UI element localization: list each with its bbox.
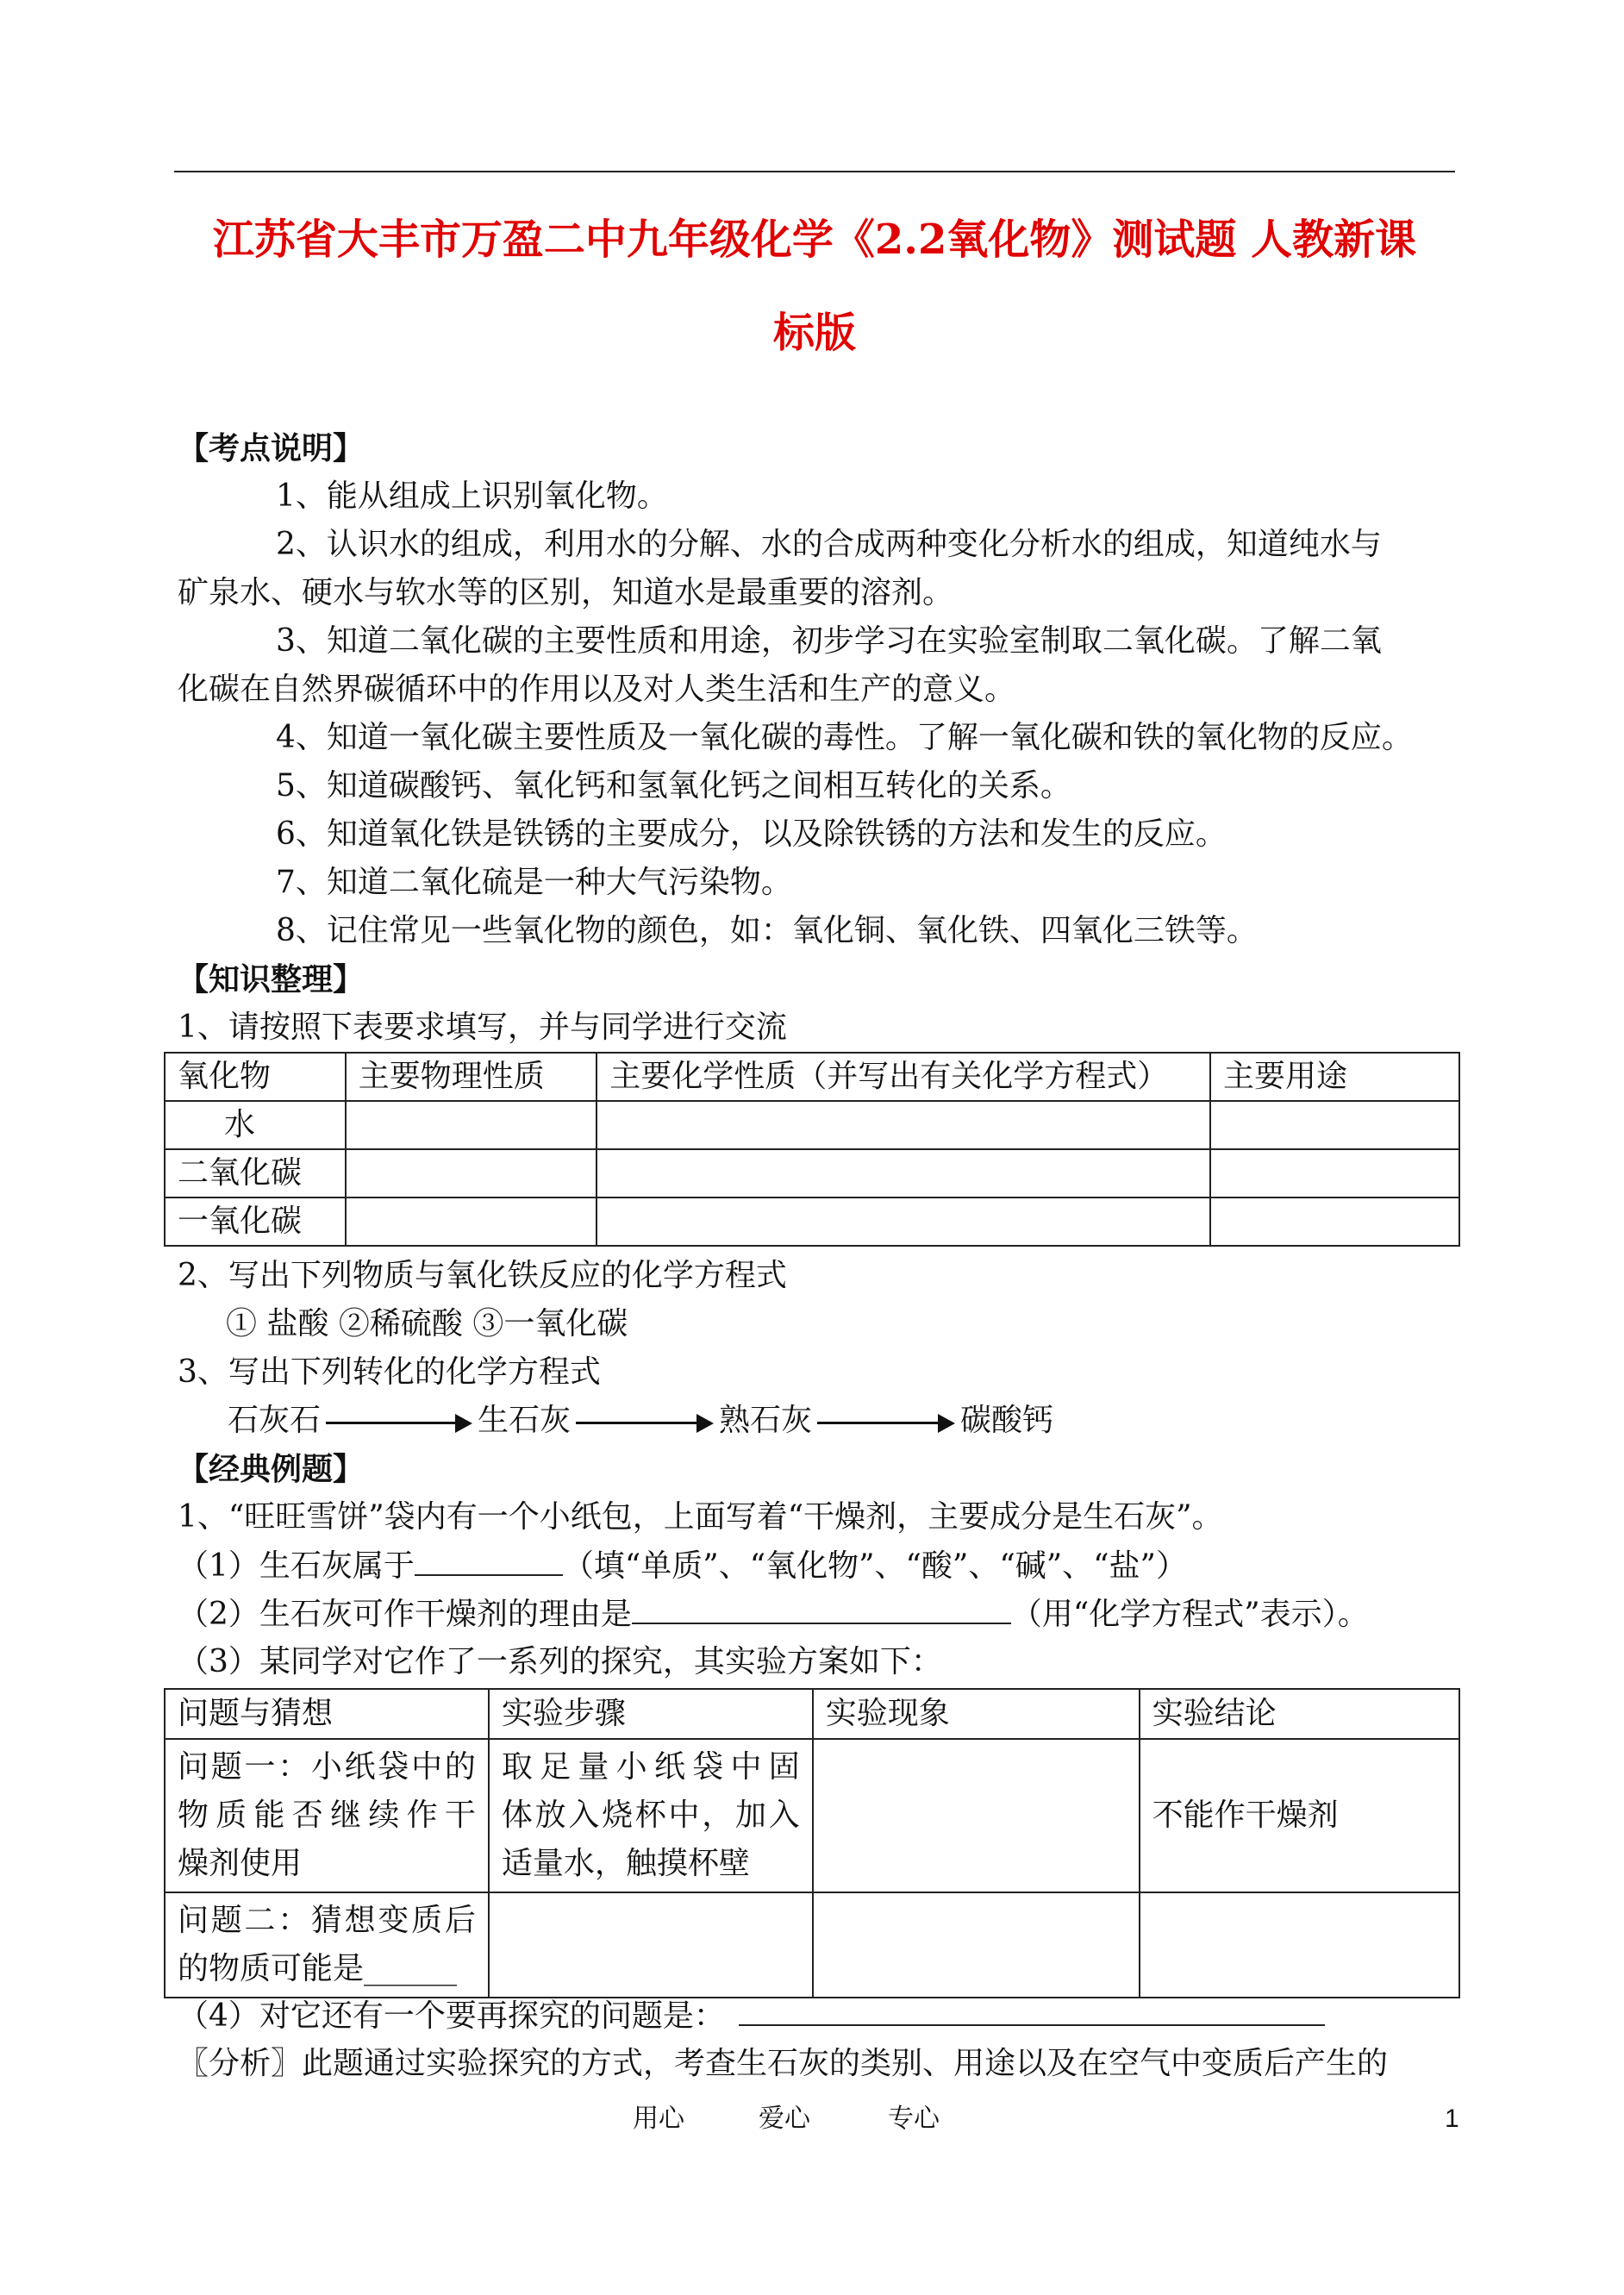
table-header-cell: 氧化物 — [165, 1053, 346, 1101]
analysis-paragraph: 〖分析〗此题通过实验探究的方式，考查生石灰的类别、用途以及在空气中变质后产生的 — [178, 2046, 1389, 2081]
question-text: （1）生石灰属于 — [178, 1548, 415, 1584]
table-cell-blank — [346, 1198, 597, 1246]
header-rule — [174, 171, 1455, 172]
question-text: 的物质可能是 — [178, 1951, 365, 1986]
title-line-2: 标版 — [772, 309, 856, 357]
question-text: （用“化学方程式”表示）。 — [1010, 1597, 1369, 1632]
table-cell-blank — [1140, 1892, 1459, 1998]
footer-motto-3: 专心 — [888, 2104, 940, 2134]
table-cell-question-1 — [165, 1739, 489, 1892]
table-header-cell: 主要用途 — [1210, 1053, 1459, 1101]
answer-blank[interactable]: ______ — [364, 1951, 458, 1986]
chain-item: 碳酸钙 — [960, 1403, 1054, 1438]
table-header-cell: 主要化学性质（并写出有关化学方程式） — [597, 1053, 1210, 1101]
conversion-chain — [228, 1397, 1053, 1445]
cell-line — [178, 1945, 476, 1993]
table-cell-blank — [597, 1149, 1210, 1198]
table-row — [165, 1198, 1459, 1246]
chain-item: 生石灰 — [478, 1403, 572, 1438]
section-heading-zhishi: 【知识整理】 — [178, 961, 365, 997]
table-cell-blank — [346, 1101, 597, 1149]
table-header-cell: 实验结论 — [1140, 1689, 1459, 1739]
zhishi-question-2: 2、写出下列物质与氧化铁反应的化学方程式 — [178, 1258, 787, 1293]
table-header-row — [165, 1053, 1459, 1101]
cell-line: 物质能否继续作干 — [178, 1798, 476, 1833]
table-cell-blank — [346, 1149, 597, 1198]
page-number: 1 — [1445, 2104, 1459, 2133]
table-cell-blank — [1210, 1198, 1459, 1246]
right-arrow-icon — [817, 1410, 955, 1435]
table-cell-blank — [597, 1101, 1210, 1149]
right-arrow-icon — [326, 1410, 472, 1435]
table-row — [165, 1739, 1459, 1892]
kaodian-item-7: 7、知道二氧化硫是一种大气污染物。 — [276, 865, 792, 900]
right-arrow-icon — [576, 1410, 714, 1435]
chain-item: 石灰石 — [228, 1403, 322, 1438]
experiment-plan-table — [164, 1688, 1460, 1998]
answer-blank[interactable] — [415, 1541, 563, 1576]
cell-line: 问题二：猜想变质后 — [178, 1903, 476, 1938]
chain-item: 熟石灰 — [719, 1403, 813, 1438]
example-question-3: （3）某同学对它作了一系列的探究，其实验方案如下： — [178, 1644, 942, 1679]
table-cell-blank — [1210, 1149, 1459, 1198]
oxide-properties-table — [164, 1052, 1460, 1247]
table-cell-question-2 — [165, 1892, 489, 1998]
document-title — [155, 193, 1474, 379]
table-header-cell: 实验步骤 — [489, 1689, 813, 1739]
question-text: （4）对它还有一个要再探究的问题是： — [178, 1998, 725, 2034]
example-question-2 — [178, 1590, 1369, 1639]
question-text: （填“单质”、“氧化物”、“酸”、“碱”、“盐”） — [562, 1548, 1187, 1584]
cell-line: 问题一：小纸袋中的 — [178, 1749, 476, 1785]
kaodian-item-2-cont: 矿泉水、硬水与软水等的区别，知道水是最重要的溶剂。 — [178, 575, 954, 610]
example-question-4 — [178, 1992, 1325, 2041]
answer-blank[interactable] — [632, 1590, 1011, 1624]
example-paragraph-1: 1、“旺旺雪饼”袋内有一个小纸包，上面写着“干燥剂，主要成分是生石灰”。 — [178, 1499, 1223, 1535]
table-row — [165, 1101, 1459, 1149]
table-cell-blank — [597, 1198, 1210, 1246]
section-heading-kaodian: 【考点说明】 — [178, 430, 365, 466]
zhishi-question-2-options: ① 盐酸 ②稀硫酸 ③一氧化碳 — [226, 1306, 628, 1341]
cell-line: 取足量小纸袋中固 — [501, 1749, 800, 1785]
table-row-label: 一氧化碳 — [165, 1198, 346, 1246]
table-row-label: 水 — [165, 1101, 346, 1149]
table-row-label: 二氧化碳 — [165, 1149, 346, 1198]
kaodian-item-2: 2、认识水的组成，利用水的分解、水的合成两种变化分析水的组成，知道纯水与 — [276, 527, 1382, 562]
table-header-row — [165, 1689, 1459, 1739]
table-cell-blank — [489, 1892, 813, 1998]
footer-motto-1: 用心 — [633, 2104, 684, 2134]
kaodian-item-8: 8、记住常见一些氧化物的颜色，如：氧化铜、氧化铁、四氧化三铁等。 — [276, 913, 1258, 948]
kaodian-item-6: 6、知道氧化铁是铁锈的主要成分，以及除铁锈的方法和发生的反应。 — [276, 816, 1227, 852]
table-header-cell: 问题与猜想 — [165, 1689, 489, 1739]
answer-blank[interactable] — [739, 1992, 1325, 2026]
table-header-cell: 主要物理性质 — [346, 1053, 597, 1101]
table-cell-blank — [813, 1739, 1140, 1892]
table-cell-blank — [813, 1892, 1140, 1998]
kaodian-item-1: 1、能从组成上识别氧化物。 — [276, 478, 668, 514]
cell-line: 燥剂使用 — [178, 1846, 303, 1881]
cell-line: 适量水，触摸杯壁 — [501, 1846, 750, 1881]
zhishi-question-1: 1、请按照下表要求填写，并与同学进行交流 — [178, 1010, 787, 1045]
kaodian-item-5: 5、知道碳酸钙、氧化钙和氢氧化钙之间相互转化的关系。 — [276, 768, 1071, 804]
zhishi-question-3: 3、写出下列转化的化学方程式 — [178, 1354, 601, 1390]
title-line-1: 江苏省大丰市万盈二中九年级化学《2.2氧化物》测试题 人教新课 — [212, 216, 1417, 264]
table-cell-conclusion: 不能作干燥剂 — [1140, 1739, 1459, 1892]
table-row — [165, 1149, 1459, 1198]
table-header-cell: 实验现象 — [813, 1689, 1140, 1739]
cell-line: 体放入烧杯中，加入 — [501, 1798, 800, 1833]
kaodian-item-4: 4、知道一氧化碳主要性质及一氧化碳的毒性。了解一氧化碳和铁的氧化物的反应。 — [276, 720, 1413, 755]
table-cell-blank — [1210, 1101, 1459, 1149]
table-cell-steps — [489, 1739, 813, 1892]
section-heading-jingdian: 【经典例题】 — [178, 1451, 365, 1487]
footer-motto-2: 爱心 — [759, 2104, 810, 2134]
question-text: （2）生石灰可作干燥剂的理由是 — [178, 1597, 632, 1632]
table-row — [165, 1892, 1459, 1998]
kaodian-item-3: 3、知道二氧化碳的主要性质和用途，初步学习在实验室制取二氧化碳。了解二氧 — [276, 623, 1382, 659]
kaodian-item-3-cont: 化碳在自然界碳循环中的作用以及对人类生活和生产的意义。 — [178, 672, 1016, 707]
example-question-1 — [178, 1541, 1187, 1591]
